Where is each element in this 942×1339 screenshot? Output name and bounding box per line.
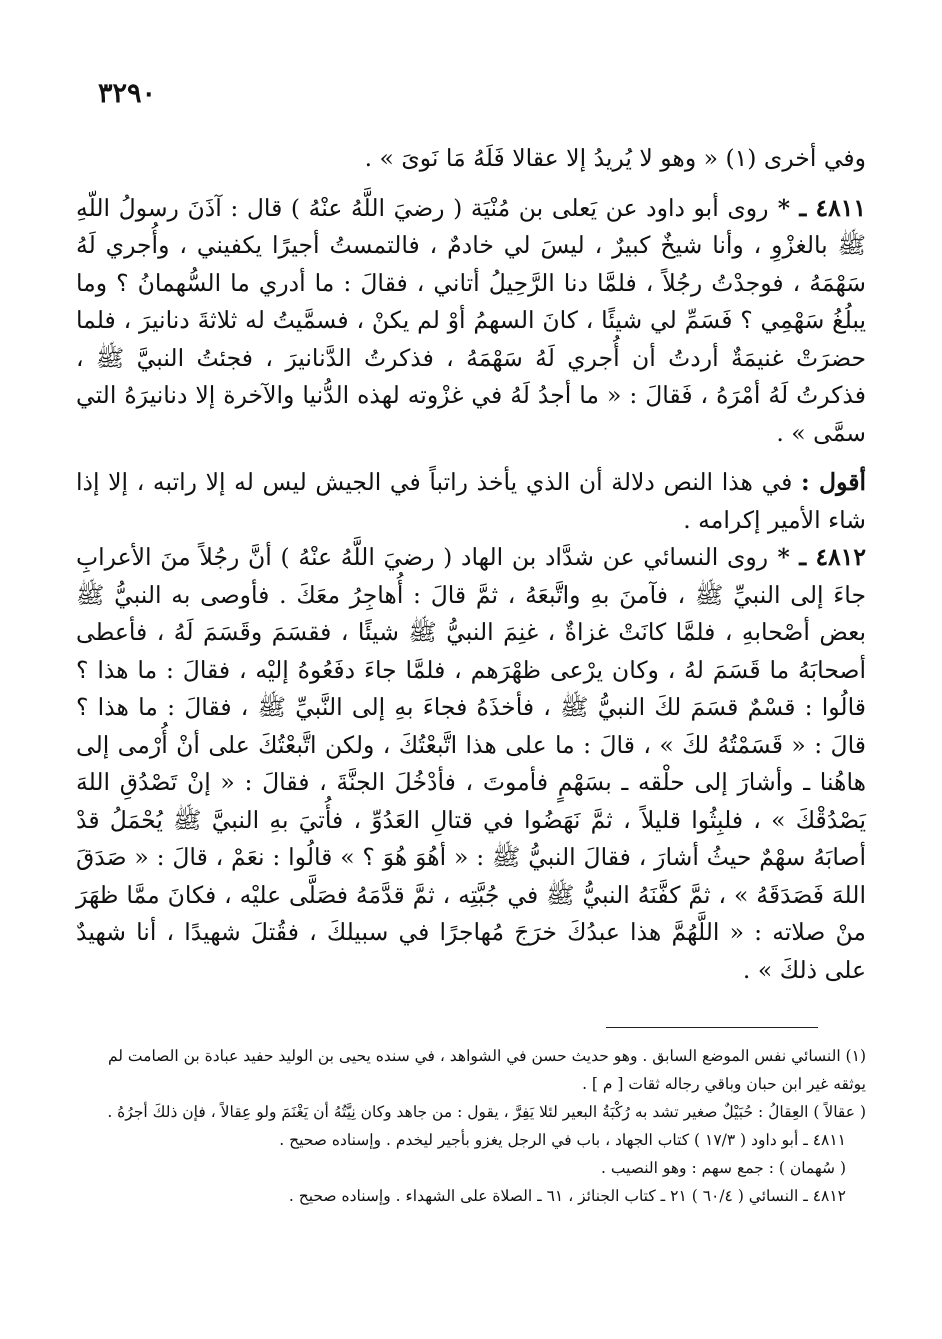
hadith-4812-text: روى النسائي عن شدَّاد بن الهاد ( رضيَ اللَّهُ عنْهُ ) أنَّ رجُلاً منَ الأعرابِ جاءَ إلى النبيِّ ﷺ ، فآمنَ بهِ واتَّبعَهُ ، ثمَّ قالَ : أُهاجِرُ معَكَ . فأوصى به النبيُّ ﷺ بعض أصْحابهِ ، فلمَّا كانَتْ غزاةٌ ، غنِمَ النبيُّ ﷺ شيئًا ، فقسَمَ وقَسَمَ لَهُ ، فأعطى أصحابَهُ ما قَسَمَ لهُ ، وكان يرْعى ظهْرَهم ، فلمَّا جاءَ دفَعُوهُ إليْه ، فقالَ : ما هذا ؟ قالُوا : قسْمٌ قسَمَ لكَ النبيُّ ﷺ ، فأخذَهُ فجاءَ بهِ إلى النَّبيِّ ﷺ ، فقالَ : ما هذا ؟ قالَ : « قَسَمْتُهُ لكَ » ، قالَ : ما على هذا اتَّبعْتُكَ ، ولكن اتَّبعْتُكَ على أنْ أُرْمى إلى هاهُنا ـ وأشارَ إلى حلْقه ـ بسَهْمٍ فأموتَ ، فأدْخُلَ الجنَّةَ ، فقالَ : « إنْ تَصْدُقِ اللهَ يَصْدُقْكَ » ، فلبِثُوا قليلاً ، ثمَّ نَهَضُوا في قتالِ العَدُوِّ ، فأُتيَ بهِ النبيَّ ﷺ يُحْمَلُ قدْ أصابَهُ سهْمٌ حيثُ أشارَ ، فقالَ النبيُّ ﷺ : « أهُوَ هُوَ ؟ » قالُوا : نعَمْ ، قالَ : « صَدَقَ اللهَ فَصَدَقَهُ » ، ثمَّ كفَّنَهُ النبيُّ ﷺ في جُبَّتِه ، ثمَّ قدَّمَهُ فصَلَّى عليْه ، فكانَ ممَّا ظهَرَ منْ صلاته : « اللَّهُمَّ هذا عبدُكَ خرَجَ مُهاجرًا في سبيلكَ ، فقُتلَ شهيدًا ، أنا شهيدٌ على ذلكَ » .: [76, 543, 866, 984]
commentary-label: أقول :: [801, 468, 866, 496]
commentary-paragraph: [76, 464, 866, 539]
hadith-4811: [76, 190, 866, 453]
footnote-source-4811: ٤٨١١ ـ أبو داود ( ١٧/٣ ) كتاب الجهاد ، باب في الرجل يغزو بأجير ليخدم . وإسناده صحيح .: [279, 1131, 846, 1149]
footnote-source-4812: ٤٨١٢ ـ النسائي ( ٦٠/٤ ) ٢١ ـ كتاب الجنائز ، ٦١ ـ الصلاة على الشهداء . وإسناده صحيح .: [288, 1187, 846, 1205]
footnote-divider: [606, 1027, 818, 1028]
commentary-text: في هذا النص دلالة أن الذي يأخذ راتباً في الجيش ليس له إلا راتبه ، إلا إذا شاء الأمير إكرامه .: [76, 468, 866, 534]
intro-paragraph: وفي أخرى (١) « وهو لا يُريدُ إلا عقالا فَلَهُ مَا نَوىَ » .: [364, 144, 866, 172]
footnote-suhman: ( سُهمان ) : جمع سهم : وهو النصيب .: [601, 1159, 846, 1177]
hadith-4811-text: روى أبو داود عن يَعلى بن مُنْيَة ( رضيَ اللَّهُ عنْهُ ) قال : آذَنَ رسولُ اللّهِ ﷺ بالغزْوِ ، وأنا شيخٌ كبيرٌ ، ليسَ لي خادمٌ ، فالتمستُ أجيرًا يكفيني ، وأُجري لَهُ سَهْمَهُ ، فوجدْتُ رجُلاً ، فلمَّا دنا الرَّحِيلُ أتاني ، فقالَ : ما أدري ما السُّهمانُ ؟ وما يبلُغُ سَهْمِي ؟ فَسَمِّ لي شيئًا ، كانَ السهمُ أوْ لم يكنْ ، فسمَّيتُ له ثلاثةَ دنانيرَ ، فلما حضرَتْ غنيمَةٌ أردتُ أن أُجري لَهُ سَهْمَهُ ، فذكرتُ الدَّنانيرَ ، فجئتُ النبيَّ ﷺ ، فذكرتُ لَهُ أمْرَهُ ، فَقالَ : « ما أجدُ لَهُ في غزْوته لهذه الدُّنيا والآخرة إلا دنانيرَهُ التي سمَّى » .: [76, 193, 866, 447]
page-number: ٣٢٩٠: [98, 78, 157, 109]
main-text: [76, 140, 866, 989]
hadith-4811-number: ٤٨١١ ـ *: [768, 193, 867, 222]
footnote-aqal: ( عقالاً ) العِقالُ : حُبَيْلٌ صغير تشد به رُكْبَةُ البعير لئلا يَفِرَّ ، يقول : من جاهد وكان نِيَّتُهُ أن يَغْنَمَ ولو عِقالاً ، فإن ذلكَ أجرُهُ .: [107, 1103, 866, 1121]
footnotes: [86, 1042, 866, 1210]
footnote-1: (١) النسائي نفس الموضع السابق . وهو حديث حسن في الشواهد ، في سنده يحيى بن الوليد حفيد عبادة بن الصامت لم يوثقه غير ابن حبان وباقي رجاله ثقات [ م ] .: [107, 1047, 866, 1093]
hadith-4812: [76, 539, 866, 989]
hadith-4812-number: ٤٨١٢ ـ *: [768, 543, 867, 571]
